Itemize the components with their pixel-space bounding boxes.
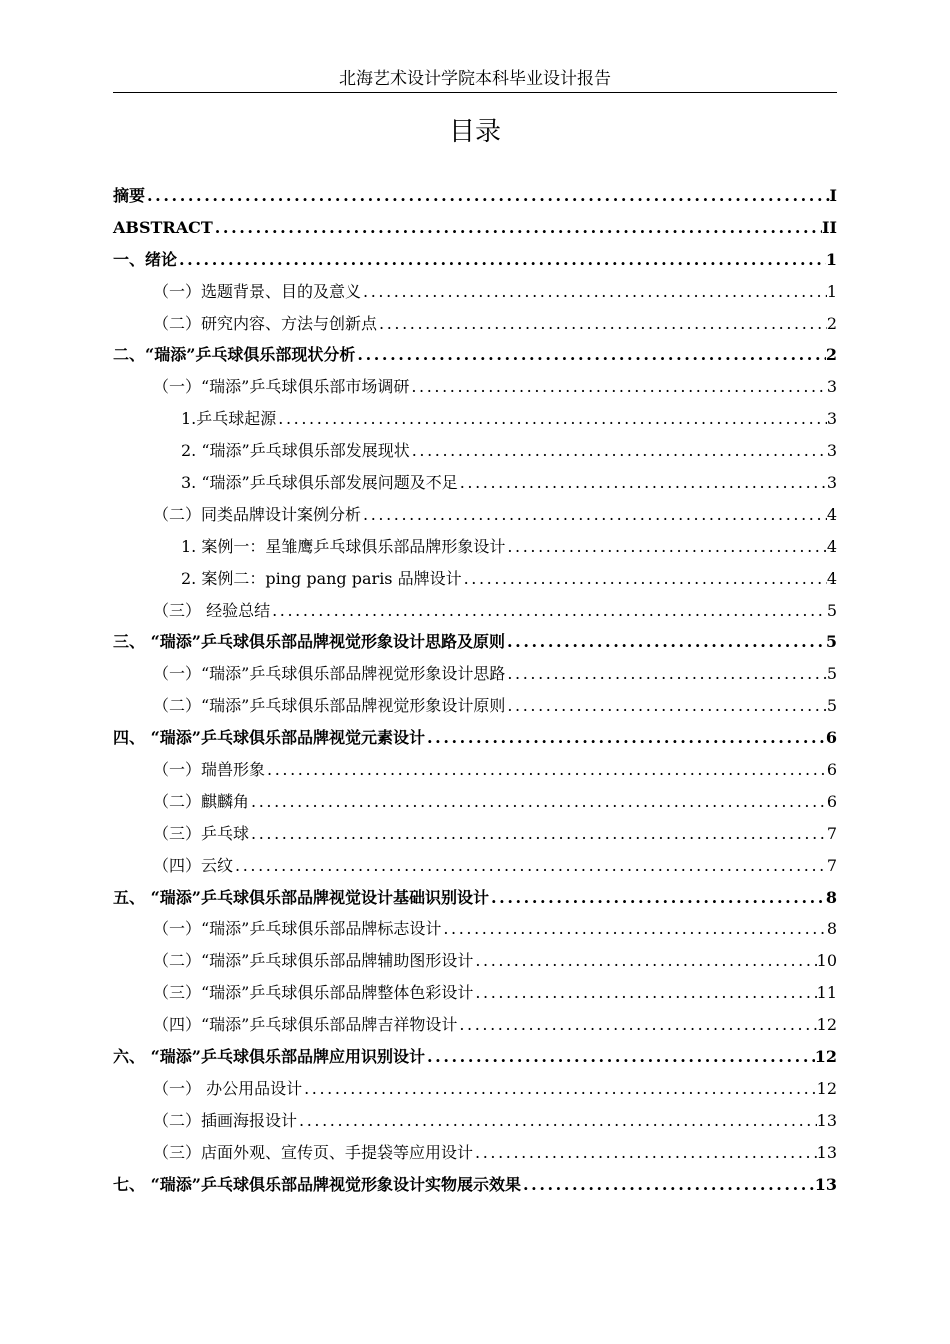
toc-entry-title: 五、 “瑞添”乒乓球俱乐部品牌视觉设计基础识别设计 bbox=[113, 887, 489, 907]
toc-entry[interactable] bbox=[113, 244, 837, 276]
toc-entry-page-number: 7 bbox=[826, 823, 837, 843]
toc-entry-page-number: II bbox=[822, 217, 837, 237]
toc-entry-title: 1. 案例一：星雏鹰乒乓球俱乐部品牌形象设计 bbox=[181, 536, 506, 556]
toc-entry-page-number: 2 bbox=[826, 313, 837, 333]
toc-entry[interactable] bbox=[113, 276, 837, 308]
toc-dot-leader bbox=[457, 1009, 816, 1041]
toc-entry-title: （三）店面外观、宣传页、手提袋等应用设计 bbox=[153, 1142, 474, 1162]
toc-entry-page-number: 4 bbox=[826, 504, 837, 524]
toc-dot-leader bbox=[410, 435, 827, 467]
toc-entry-title: 六、 “瑞添”乒乓球俱乐部品牌应用识别设计 bbox=[113, 1047, 425, 1067]
toc-entry[interactable] bbox=[113, 1105, 837, 1137]
toc-dot-leader bbox=[249, 786, 827, 818]
toc-entry-page-number: 3 bbox=[826, 377, 837, 397]
toc-entry[interactable] bbox=[113, 722, 837, 754]
toc-entry-title: （一） 办公用品设计 bbox=[153, 1078, 303, 1098]
toc-entry[interactable] bbox=[113, 754, 837, 786]
toc-entry-page-number: 1 bbox=[825, 249, 837, 269]
toc-entry[interactable] bbox=[113, 1073, 837, 1105]
toc-entry-title: （四）“瑞添”乒乓球俱乐部品牌吉祥物设计 bbox=[153, 1015, 458, 1035]
toc-entry[interactable] bbox=[113, 658, 837, 690]
toc-entry-title: （三）“瑞添”乒乓球俱乐部品牌整体色彩设计 bbox=[153, 983, 474, 1003]
toc-entry[interactable] bbox=[113, 913, 837, 945]
toc-entry-title: 2. 案例二：ping pang paris 品牌设计 bbox=[181, 568, 462, 588]
toc-entry-title: （二）“瑞添”乒乓球俱乐部品牌辅助图形设计 bbox=[153, 951, 474, 971]
toc-dot-leader bbox=[270, 595, 827, 627]
toc-dot-leader bbox=[145, 180, 830, 212]
toc-dot-leader bbox=[302, 1073, 817, 1105]
toc-dot-leader bbox=[473, 977, 816, 1009]
toc-entry-page-number: 3 bbox=[826, 409, 837, 429]
toc-dot-leader bbox=[213, 212, 822, 244]
toc-entry-page-number: 12 bbox=[816, 1078, 837, 1098]
toc-entry-title: 摘要 bbox=[113, 186, 146, 205]
toc-entry-page-number: 13 bbox=[814, 1174, 837, 1194]
toc-entry-title: 3. “瑞添”乒乓球俱乐部发展问题及不足 bbox=[181, 473, 458, 493]
toc-entry-page-number: 6 bbox=[826, 760, 837, 780]
toc-dot-leader bbox=[265, 754, 827, 786]
toc-dot-leader bbox=[473, 945, 816, 977]
toc-entry[interactable] bbox=[113, 339, 837, 371]
toc-dot-leader bbox=[361, 499, 827, 531]
toc-dot-leader bbox=[521, 1169, 815, 1201]
toc-entry-page-number: 10 bbox=[816, 951, 837, 971]
toc-dot-leader bbox=[276, 403, 827, 435]
toc-entry-page-number: 11 bbox=[816, 983, 837, 1003]
toc-dot-leader bbox=[355, 339, 825, 371]
toc-entry[interactable] bbox=[113, 690, 837, 722]
toc-entry[interactable] bbox=[113, 499, 837, 531]
toc-dot-leader bbox=[441, 913, 826, 945]
toc-entry-page-number: 5 bbox=[826, 664, 837, 684]
toc-entry[interactable] bbox=[113, 212, 837, 244]
toc-entry-page-number: 3 bbox=[826, 473, 837, 493]
toc-entry-title: （二）同类品牌设计案例分析 bbox=[153, 504, 362, 524]
toc-title: 目录 bbox=[448, 117, 501, 147]
toc-entry-page-number: 2 bbox=[825, 345, 837, 365]
toc-dot-leader bbox=[425, 722, 826, 754]
toc-entry[interactable] bbox=[113, 1169, 837, 1201]
toc-dot-leader bbox=[377, 308, 827, 340]
toc-entry[interactable] bbox=[113, 435, 837, 467]
toc-entry-title: 一、绪论 bbox=[113, 249, 178, 269]
toc-entry[interactable] bbox=[113, 308, 837, 340]
toc-entry-page-number: 5 bbox=[826, 696, 837, 716]
toc-dot-leader bbox=[505, 626, 826, 658]
toc-dot-leader bbox=[177, 244, 826, 276]
toc-entry[interactable] bbox=[113, 1041, 837, 1073]
toc-entry[interactable] bbox=[113, 786, 837, 818]
toc-entry-page-number: I bbox=[829, 186, 837, 205]
toc-entry[interactable] bbox=[113, 371, 837, 403]
toc-dot-leader bbox=[462, 563, 827, 595]
toc-entry-title: 2. “瑞添”乒乓球俱乐部发展现状 bbox=[181, 441, 410, 461]
toc-entry-title: （一）瑞兽形象 bbox=[153, 760, 266, 780]
toc-entry-page-number: 12 bbox=[816, 1015, 837, 1035]
toc-entry[interactable] bbox=[113, 467, 837, 499]
toc-entry[interactable] bbox=[113, 850, 837, 882]
toc-entry-page-number: 4 bbox=[826, 536, 837, 556]
toc-entry-page-number: 4 bbox=[826, 568, 837, 588]
toc-entry-title: （二）麒麟角 bbox=[153, 791, 250, 811]
toc-dot-leader bbox=[361, 276, 827, 308]
toc-dot-leader bbox=[249, 818, 827, 850]
toc-dot-leader bbox=[297, 1105, 817, 1137]
toc-entry-title: （一）“瑞添”乒乓球俱乐部品牌视觉形象设计思路 bbox=[153, 664, 506, 684]
toc-entry-title: （一）“瑞添”乒乓球俱乐部市场调研 bbox=[153, 377, 410, 397]
toc-entry-title: 二、“瑞添”乒乓球俱乐部现状分析 bbox=[113, 345, 356, 365]
toc-entry-page-number: 13 bbox=[816, 1142, 837, 1162]
header-title: 北海艺术设计学院本科毕业设计报告 bbox=[339, 69, 611, 89]
page-header bbox=[113, 66, 837, 93]
toc-dot-leader bbox=[473, 1137, 817, 1169]
toc-dot-leader bbox=[458, 467, 827, 499]
toc-dot-leader bbox=[233, 850, 827, 882]
toc-entry-page-number: 6 bbox=[826, 791, 837, 811]
toc-entry-page-number: 13 bbox=[816, 1110, 837, 1130]
toc-entry-title: （二）插画海报设计 bbox=[153, 1110, 298, 1130]
toc-entry-title: （三） 经验总结 bbox=[153, 600, 271, 620]
toc-dot-leader bbox=[409, 371, 826, 403]
toc-entry-page-number: 5 bbox=[826, 600, 837, 620]
toc-dot-leader bbox=[425, 1041, 815, 1073]
toc-entry[interactable] bbox=[113, 563, 837, 595]
toc-dot-leader bbox=[489, 882, 826, 914]
toc-entry-title: （一）“瑞添”乒乓球俱乐部品牌标志设计 bbox=[153, 919, 442, 939]
toc-entry[interactable] bbox=[113, 977, 837, 1009]
toc-entry[interactable] bbox=[113, 595, 837, 627]
toc-dot-leader bbox=[505, 690, 826, 722]
toc-entry-page-number: 8 bbox=[826, 919, 837, 939]
toc-entry-title: （四）云纹 bbox=[153, 855, 234, 875]
toc-entry-page-number: 7 bbox=[826, 855, 837, 875]
toc-entry[interactable] bbox=[113, 1009, 837, 1041]
toc-entry-title: （二）研究内容、方法与创新点 bbox=[153, 313, 378, 333]
toc-entry[interactable] bbox=[113, 945, 837, 977]
toc-entry[interactable] bbox=[113, 882, 837, 914]
toc-entry-title: ABSTRACT bbox=[113, 217, 213, 237]
toc-entry[interactable] bbox=[113, 626, 837, 658]
toc-entry-title: （二）“瑞添”乒乓球俱乐部品牌视觉形象设计原则 bbox=[153, 696, 506, 716]
toc-entry[interactable] bbox=[113, 180, 837, 212]
toc-entry-title: 七、 “瑞添”乒乓球俱乐部品牌视觉形象设计实物展示效果 bbox=[113, 1174, 521, 1194]
toc-entry-page-number: 3 bbox=[826, 441, 837, 461]
toc-entry-page-number: 8 bbox=[825, 887, 837, 907]
toc-entry-page-number: 12 bbox=[814, 1047, 837, 1067]
toc-dot-leader bbox=[505, 658, 826, 690]
toc-entry-title: 三、 “瑞添”乒乓球俱乐部品牌视觉形象设计思路及原则 bbox=[113, 632, 505, 652]
toc-entry[interactable] bbox=[113, 403, 837, 435]
table-of-contents bbox=[113, 180, 837, 1201]
toc-entry-page-number: 6 bbox=[825, 728, 837, 748]
toc-entry-page-number: 1 bbox=[826, 281, 837, 301]
toc-entry-title: （三）乒乓球 bbox=[153, 823, 250, 843]
toc-entry-title: 1.乒乓球起源 bbox=[181, 409, 277, 429]
toc-entry[interactable] bbox=[113, 818, 837, 850]
toc-entry-title: （一）选题背景、目的及意义 bbox=[153, 281, 362, 301]
toc-entry-page-number: 5 bbox=[825, 632, 837, 652]
toc-dot-leader bbox=[505, 531, 826, 563]
toc-entry-title: 四、 “瑞添”乒乓球俱乐部品牌视觉元素设计 bbox=[113, 728, 425, 748]
toc-entry[interactable] bbox=[113, 531, 837, 563]
toc-entry[interactable] bbox=[113, 1137, 837, 1169]
